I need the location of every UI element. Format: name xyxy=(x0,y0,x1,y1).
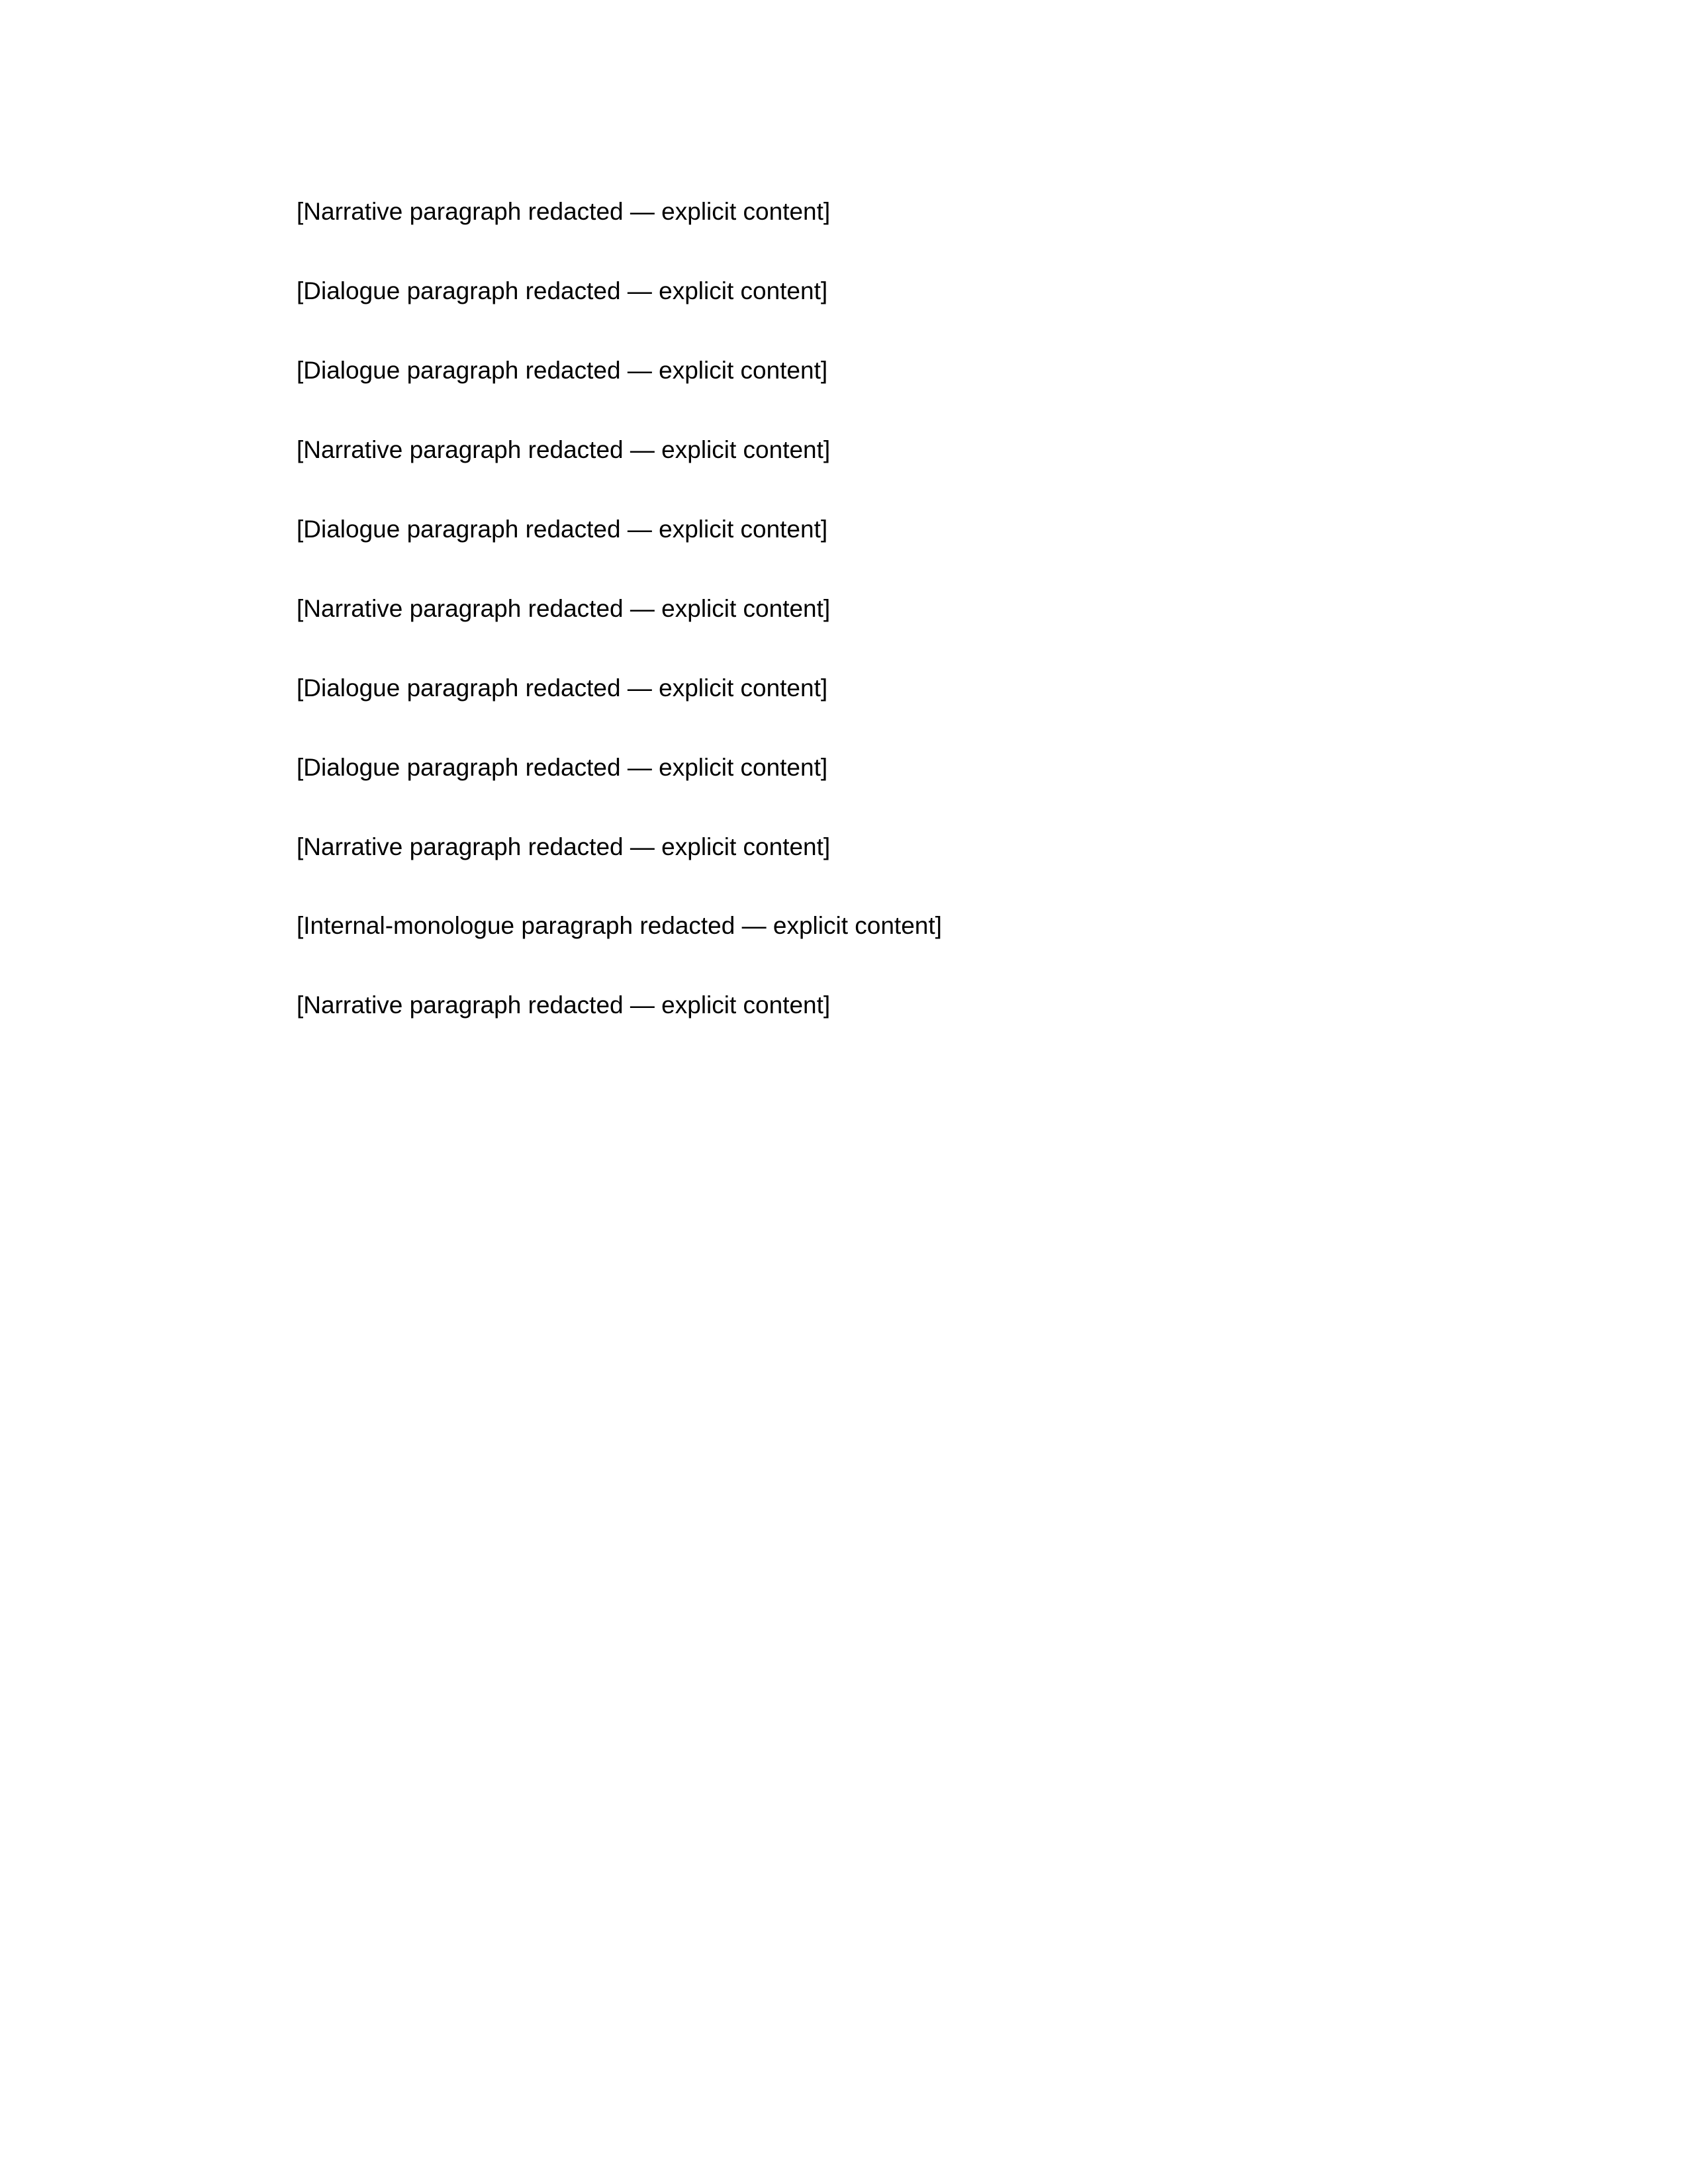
paragraph-narration: [Narrative paragraph redacted — explicit content] xyxy=(297,435,831,463)
paragraph-narration: [Narrative paragraph redacted — explicit content] xyxy=(297,991,831,1019)
paragraph-narration: [Narrative paragraph redacted — explicit content] xyxy=(297,198,831,225)
paragraph-dialogue: [Dialogue paragraph redacted — explicit content] xyxy=(297,515,828,543)
paragraph-dialogue: [Dialogue paragraph redacted — explicit content] xyxy=(297,277,828,304)
paragraph-dialogue: [Dialogue paragraph redacted — explicit content] xyxy=(297,674,828,702)
paragraph-narration: [Narrative paragraph redacted — explicit content] xyxy=(297,594,831,622)
paragraph-dialogue: [Dialogue paragraph redacted — explicit content] xyxy=(297,753,828,781)
paragraph-dialogue: [Dialogue paragraph redacted — explicit content] xyxy=(297,356,828,384)
paragraph-narration: [Narrative paragraph redacted — explicit content] xyxy=(297,833,831,860)
paragraph-thought: [Internal-monologue paragraph redacted — explicit content] xyxy=(297,912,942,940)
body-text xyxy=(199,192,1489,1025)
